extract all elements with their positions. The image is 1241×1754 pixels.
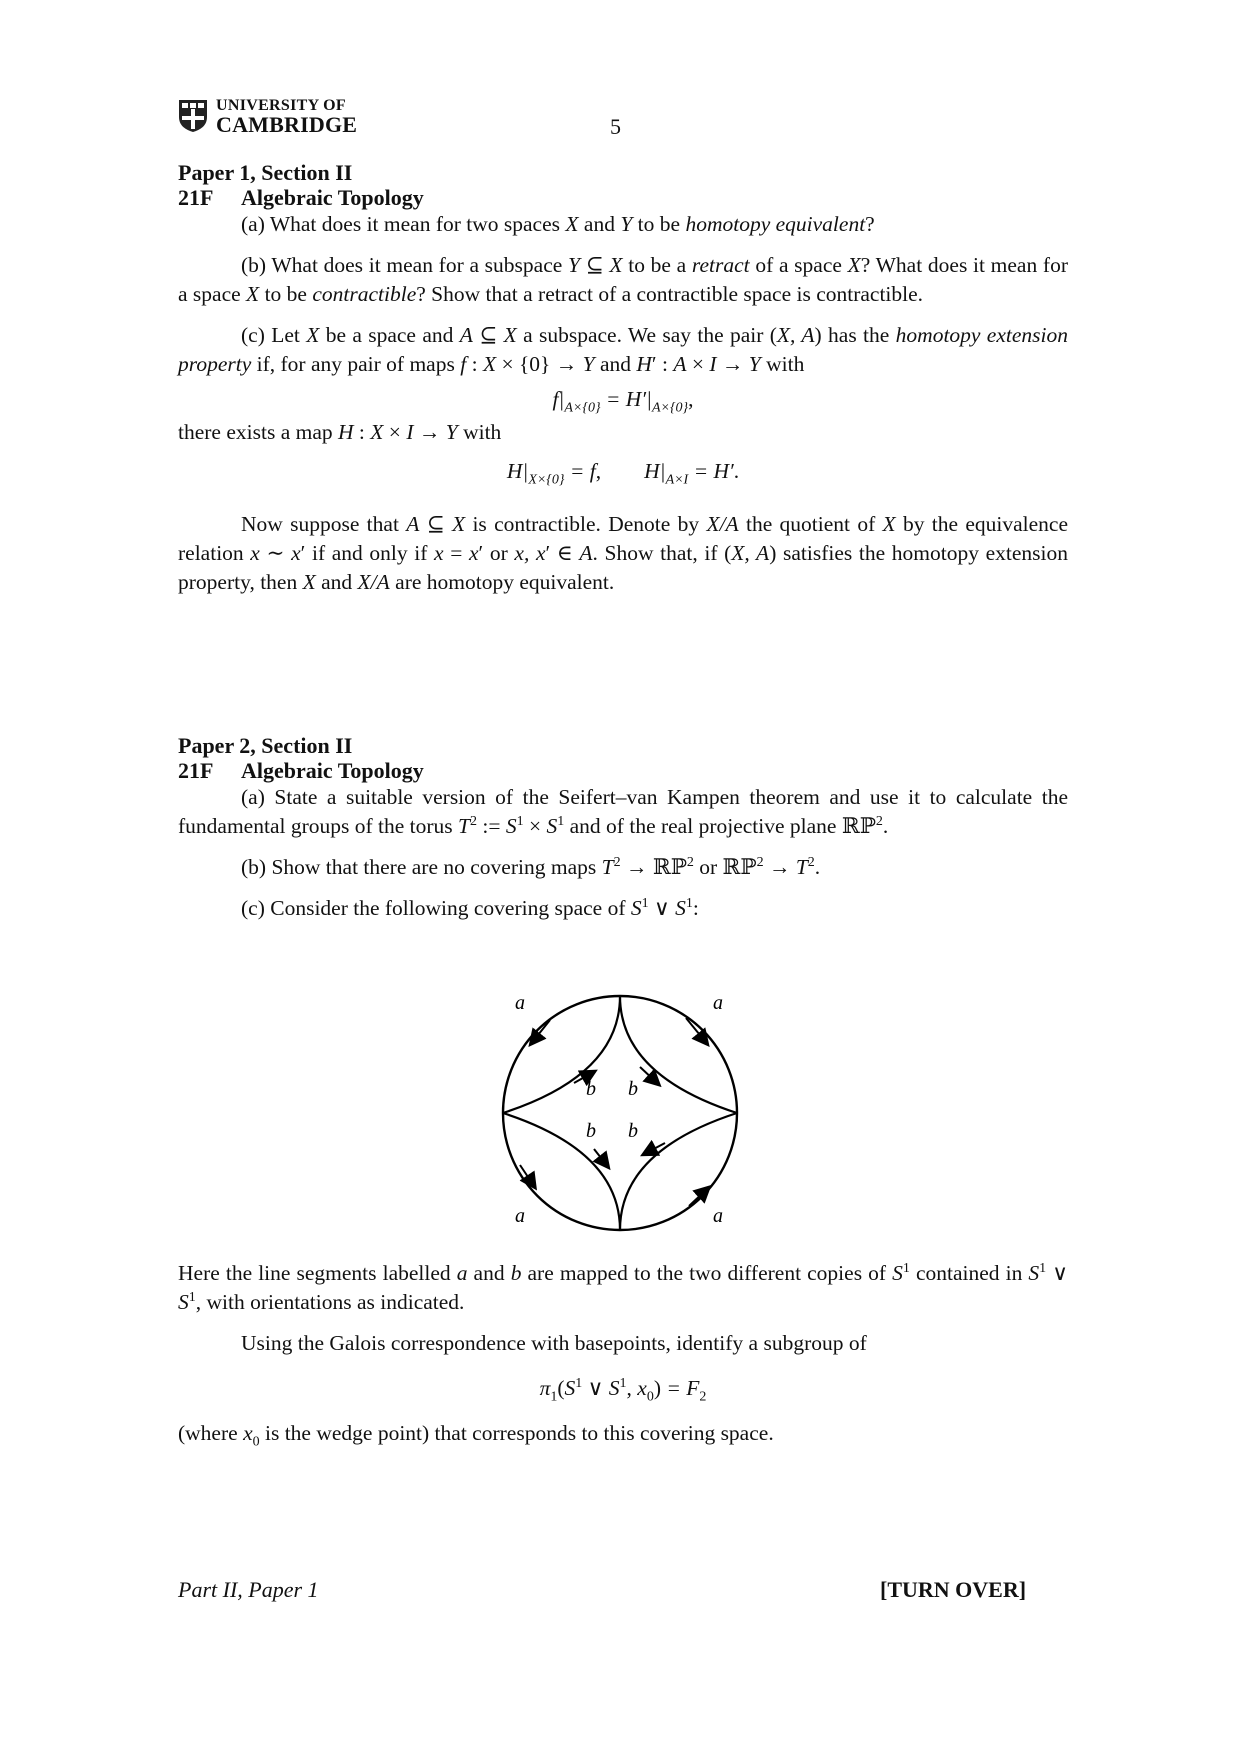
university-logo — [178, 97, 358, 139]
question-code: 21F — [178, 185, 214, 210]
equation-restriction: $f|_{A\times\{0\}} = H'|_{A\times\{0\}}$, — [552, 387, 694, 416]
university-name-line2: CAMBRIDGE — [216, 112, 358, 137]
figure-caption-text: Here the line segments labelled a and b are mapped to the two different copies of $S^1$ contained in $S^1$ ∨ $S^1$, with orientations as indicated. — [178, 1260, 1068, 1314]
label-a: a — [713, 992, 723, 1014]
question-paper1 — [178, 160, 1068, 597]
galois-text: Using the Galois correspondence with basepoints, identify a subgroup of — [241, 1331, 867, 1355]
question-paper2 — [178, 733, 1068, 923]
part-c-text: (c) Consider the following covering space of $S^1$ ∨ $S^1$: — [241, 895, 699, 920]
page-number: 5 — [610, 114, 621, 139]
covering-space-figure — [490, 985, 750, 1240]
part-b-text: (b) Show that there are no covering maps $T^2$ → ℝℙ$^2$ or ℝℙ$^2$ → $T^2$. — [241, 854, 821, 879]
label-a: a — [515, 1205, 525, 1227]
footer-turn-over: [TURN OVER] — [880, 1577, 1027, 1602]
footer-paper-label: Part II, Paper 1 — [178, 1577, 319, 1602]
part-a-text: (a) What does it mean for two spaces X and Y to be homotopy equivalent? — [241, 212, 875, 236]
label-b: b — [628, 1120, 638, 1142]
university-name-line1: UNIVERSITY OF — [216, 97, 346, 114]
arrow-a-bottom-left — [520, 1165, 532, 1183]
equation-fundamental-group: $\pi_1(S^1$ ∨ $S^1$, $x_0) = F_2$ — [539, 1375, 707, 1405]
question-title — [178, 185, 1068, 210]
label-b: b — [586, 1078, 596, 1100]
question-code: 21F — [178, 758, 214, 783]
wedge-point-text: (where $x_0$ is the wedge point) that corresponds to this covering space. — [178, 1421, 774, 1450]
arrow-a-bottom-right — [689, 1191, 705, 1206]
crest-icon — [178, 99, 208, 133]
part-b-text: (b) What does it mean for a subspace Y ⊆ X to be a retract of a space X? What does it mean for a space X to be contractible? Show that a retract of a contractible space is contractible. — [178, 253, 1068, 306]
part-a-text: (a) State a suitable version of the Seifert–van Kampen theorem and use it to calculate the fundamental groups of the torus $T^2$ := $S^1 \times S^1$ and of the real projective plane ℝℙ$^2$. — [178, 785, 1068, 838]
label-b: b — [628, 1078, 638, 1100]
paper-heading: Paper 1, Section II — [178, 160, 353, 185]
question-topic: Algebraic Topology — [241, 185, 424, 210]
part-c-text: (c) Let X be a space and A ⊆ X a subspace. We say the pair (X, A) has the homotopy extension property if, for any pair of maps f : X × {0} → Y and H′ : A × I → Y with — [178, 323, 1069, 376]
arrow-b-lower-left — [594, 1149, 605, 1163]
covering-space-diagram — [490, 985, 750, 1240]
part-c-text-3: Now suppose that A ⊆ X is contractible. Denote by X/A the quotient of X by the equivalence relation x ∼ x′ if and only if x = x′ or x, x′ ∈ A. Show that, if (X, A) satisfies the homotopy extension property, then X and X/A are homotopy equivalent. — [178, 512, 1069, 594]
question-title — [178, 758, 1068, 783]
paper-heading: Paper 2, Section II — [178, 733, 353, 758]
label-a: a — [713, 1205, 723, 1227]
equation-extension: $H|_{X\times\{0\}} = f$, $H|_{A\times I} = H'$. — [506, 459, 740, 488]
question-paper2-continued — [178, 1259, 1068, 1448]
part-c-text-2: there exists a map H : X × I → Y with — [178, 420, 502, 444]
label-b: b — [586, 1120, 596, 1142]
question-topic: Algebraic Topology — [241, 758, 424, 783]
label-a: a — [515, 992, 525, 1014]
